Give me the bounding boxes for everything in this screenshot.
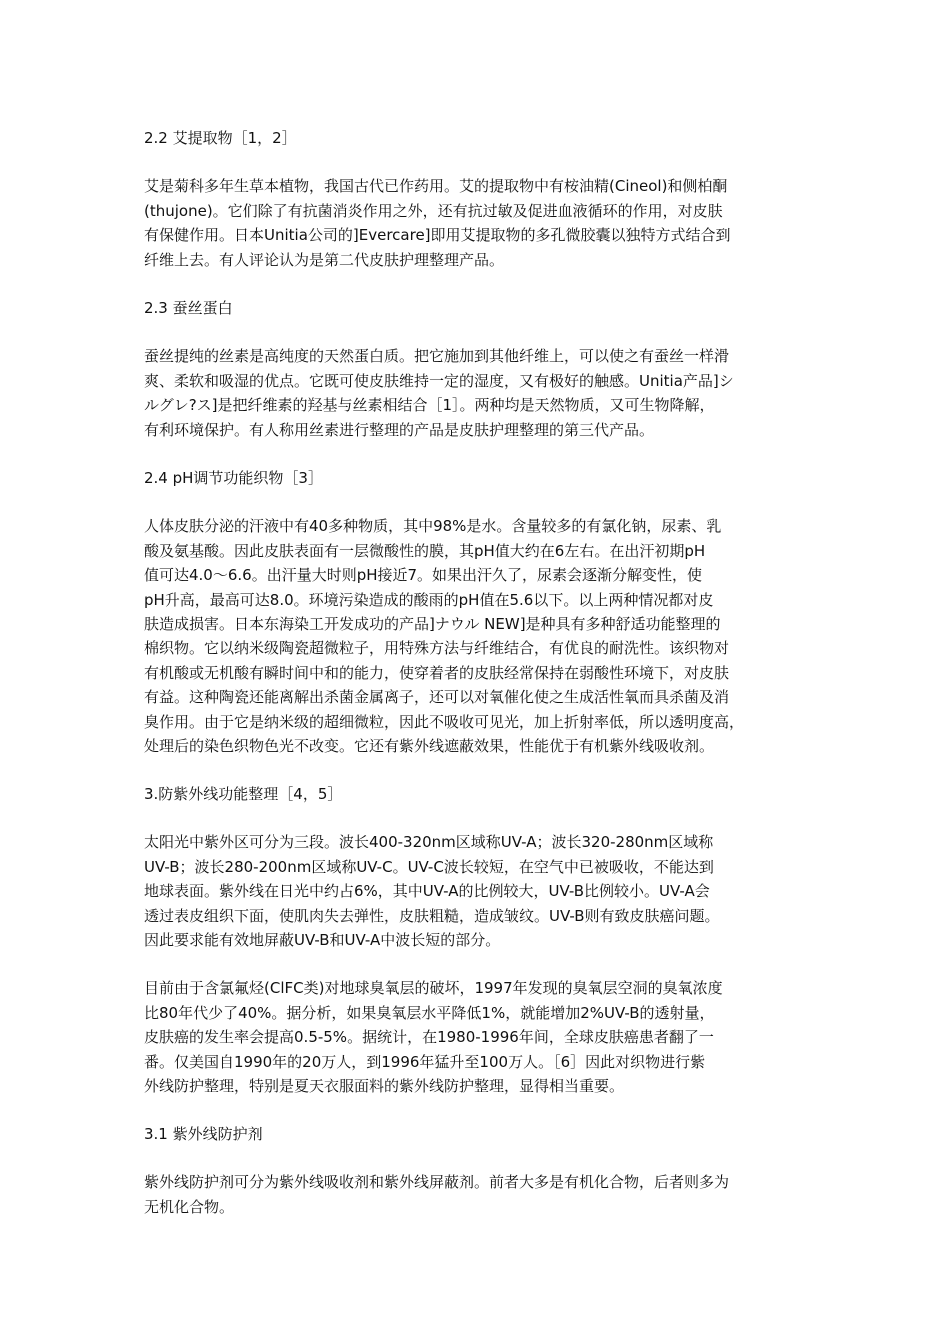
text-line: 紫外线防护剂可分为紫外线吸收剂和紫外线屏蔽剂。前者大多是有机化合物，后者则多为 bbox=[144, 1173, 730, 1191]
text-line: ルグレ?ス]是把纤维素的羟基与丝素相结合［1］。两种均是天然物质，又可生物降解， bbox=[144, 396, 715, 414]
text-line: 目前由于含氯氟烃(ClFC类)对地球臭氧层的破坏，1997年发现的臭氧层空洞的臭氧浓度 bbox=[144, 979, 723, 997]
text-line: 有保健作用。日本Unitia公司的]Evercare]即用艾提取物的多孔微胶囊以独特方式结合到 bbox=[144, 226, 731, 244]
text-line: (thujone)。它们除了有抗菌消炎作用之外，还有抗过敏及促进血液循环的作用，对皮肤 bbox=[144, 202, 723, 220]
text-line: 纤维上去。有人评论认为是第二代皮肤护理整理产品。 bbox=[144, 251, 505, 269]
text-line: 值可达4.0～6.6。出汗量大时则pH接近7。如果出汗久了，尿素会逐渐分解变性，使 bbox=[144, 566, 703, 584]
section-heading: 2.3 蚕丝蛋白 bbox=[144, 299, 233, 317]
text-line: 酸及氨基酸。因此皮肤表面有一层微酸性的膜，其pH值大约在6左右。在出汗初期pH bbox=[144, 542, 706, 560]
text-line: UV-B；波长280-200nm区域称UV-C。UV-C波长较短，在空气中已被吸收，不能达到 bbox=[144, 858, 714, 876]
text-line: 艾是菊科多年生草本植物，我国古代已作药用。艾的提取物中有桉油精(Cineol)和侧柏酮 bbox=[144, 177, 728, 195]
text-line: 爽、柔软和吸湿的优点。它既可使皮肤维持一定的湿度，又有极好的触感。Unitia产品]シ bbox=[144, 372, 734, 390]
text-line: 棉织物。它以纳米级陶瓷超微粒子，用特殊方法与纤维结合，有优良的耐洗性。该织物对 bbox=[144, 639, 730, 657]
text-line: 有机酸或无机酸有瞬时间中和的能力，使穿着者的皮肤经常保持在弱酸性环境下，对皮肤 bbox=[144, 664, 730, 682]
text-line: 臭作用。由于它是纳米级的超细微粒，因此不吸收可见光，加上折射率低，所以透明度高， bbox=[144, 713, 745, 731]
text-line: 蚕丝提纯的丝素是高纯度的天然蛋白质。把它施加到其他纤维上，可以使之有蚕丝一样滑 bbox=[144, 347, 730, 365]
text-line: 处理后的染色织物色光不改变。它还有紫外线遮蔽效果，性能优于有机紫外线吸收剂。 bbox=[144, 737, 715, 755]
section-heading: 3.1 紫外线防护剂 bbox=[144, 1125, 263, 1143]
text-line: 有益。这种陶瓷还能离解出杀菌金属离子，还可以对氧催化使之生成活性氧而具杀菌及消 bbox=[144, 688, 730, 706]
section-heading: 2.4 pH调节功能织物［3］ bbox=[144, 469, 323, 487]
text-line: 因此要求能有效地屏蔽UV-B和UV-A中波长短的部分。 bbox=[144, 931, 501, 949]
text-line: 太阳光中紫外区可分为三段。波长400-320nm区域称UV-A；波长320-280nm区域称 bbox=[144, 833, 714, 851]
text-line: 番。仅美国自1990年的20万人，到1996年猛升至100万人。［6］因此对织物进行紫 bbox=[144, 1053, 706, 1071]
text-line: 透过表皮组织下面，使肌肉失去弹性，皮肤粗糙，造成皱纹。UV-B则有致皮肤癌问题。 bbox=[144, 907, 720, 925]
text-line: 肤造成损害。日本东海染工开发成功的产品]ナウル NEW]是种具有多种舒适功能整理的 bbox=[144, 615, 721, 633]
section-heading: 2.2 艾提取物［1，2］ bbox=[144, 129, 297, 147]
text-line: 比80年代少了40%。据分析，如果臭氧层水平降低1%，就能增加2%UV-B的透射量， bbox=[144, 1004, 715, 1022]
text-line: 有利环境保护。有人称用丝素进行整理的产品是皮肤护理整理的第三代产品。 bbox=[144, 421, 655, 439]
section-heading: 3.防紫外线功能整理［4，5］ bbox=[144, 785, 343, 803]
text-line: 外线防护整理，特别是夏天衣服面料的紫外线防护整理，显得相当重要。 bbox=[144, 1077, 625, 1095]
text-line: 地球表面。紫外线在日光中约占6%，其中UV-A的比例较大，UV-B比例较小。UV-A会 bbox=[144, 882, 710, 900]
text-line: pH升高，最高可达8.0。环境污染造成的酸雨的pH值在5.6以下。以上两种情况都对皮 bbox=[144, 591, 714, 609]
text-line: 人体皮肤分泌的汗液中有40多种物质，其中98%是水。含量较多的有氯化钠，尿素、乳 bbox=[144, 517, 722, 535]
text-line: 皮肤癌的发生率会提高0.5-5%。据统计，在1980-1996年间，全球皮肤癌患者翻了一 bbox=[144, 1028, 714, 1046]
text-line: 无机化合物。 bbox=[144, 1198, 235, 1216]
